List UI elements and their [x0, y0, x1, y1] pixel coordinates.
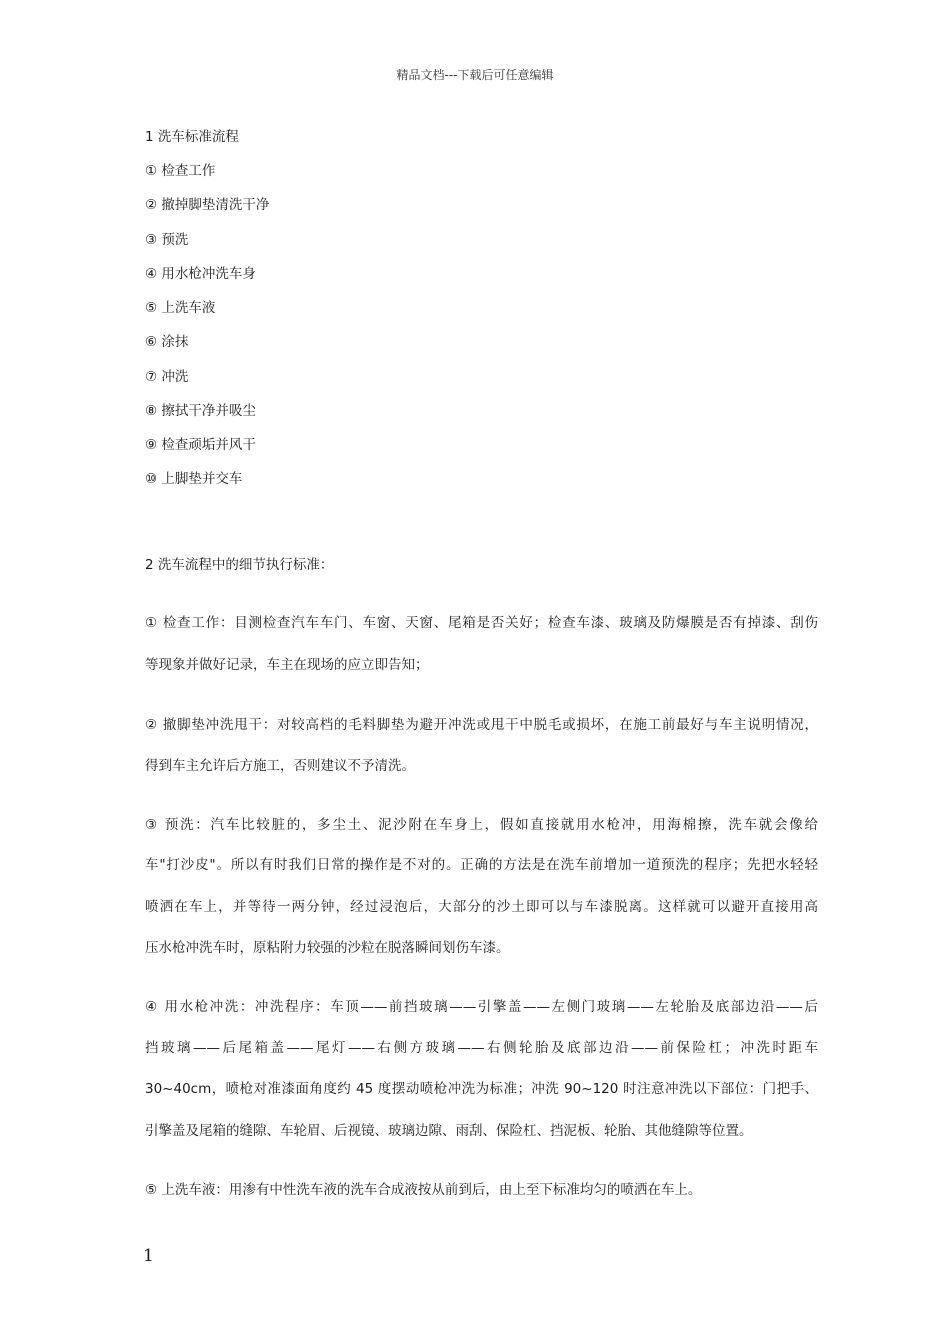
step-item: ⑦ 冲洗 [145, 369, 189, 385]
step-item: ④ 用水枪冲洗车身 [145, 266, 256, 282]
page-header: 精品文档---下载后可任意编辑 [396, 68, 554, 82]
paragraph-line: 得到车主允许后方施工，否则建议不予清洗。 [145, 758, 415, 774]
paragraph-line: 30~40cm，喷枪对准漆面角度约 45 度摆动喷枪冲洗为标准；冲洗 90~120 时注意冲洗以下部位：门把手、 [145, 1081, 818, 1097]
paragraph-line: 等现象并做好记录，车主在现场的应立即告知； [145, 657, 429, 673]
section1-title: 1 洗车标准流程 [145, 129, 239, 145]
step-item: ⑧ 擦拭干净并吸尘 [145, 403, 256, 419]
step-item: ① 检查工作 [145, 163, 216, 179]
paragraph-line: ④ 用水枪冲洗：冲洗程序：车顶——前挡玻璃——引擎盖——左侧门玻璃——左轮胎及底部边沿——后 [145, 999, 818, 1015]
paragraph-line: 挡玻璃——后尾箱盖——尾灯——右侧方玻璃——右侧轮胎及底部边沿——前保险杠；冲洗时距车 [145, 1040, 818, 1056]
section2-title: 2 洗车流程中的细节执行标准： [145, 557, 334, 573]
paragraph-line: 喷洒在车上，并等待一两分钟，经过浸泡后，大部分的沙土即可以与车漆脱离。这样就可以避开直接用高 [145, 899, 818, 915]
page-number: 1 [143, 1246, 154, 1266]
paragraph-line: ⑤ 上洗车液：用渗有中性洗车液的洗车合成液按从前到后，由上至下标准均匀的喷洒在车上。 [145, 1182, 702, 1198]
paragraph-line: 车"打沙皮"。所以有时我们日常的操作是不对的。正确的方法是在洗车前增加一道预洗的程序；先把水轻轻 [145, 857, 818, 873]
paragraph-line: ① 检查工作：目测检查汽车车门、车窗、天窗、尾箱是否关好；检查车漆、玻璃及防爆膜是否有掉漆、刮伤 [145, 615, 818, 631]
paragraph-line: ③ 预洗：汽车比较脏的，多尘土、泥沙附在车身上，假如直接就用水枪冲，用海棉擦，洗车就会像给 [145, 817, 818, 833]
paragraph-line: 引擎盖及尾箱的缝隙、车轮眉、后视镜、玻璃边隙、雨刮、保险杠、挡泥板、轮胎、其他缝隙等位置。 [145, 1123, 753, 1139]
paragraph-line: 压水枪冲洗车时，原粘附力较强的沙粒在脱落瞬间划伤车漆。 [145, 940, 510, 956]
step-item: ③ 预洗 [145, 232, 189, 248]
step-item: ⑩ 上脚垫并交车 [145, 471, 243, 487]
step-item: ⑤ 上洗车液 [145, 300, 216, 316]
step-item: ② 撤掉脚垫清洗干净 [145, 197, 270, 213]
step-item: ⑥ 涂抹 [145, 334, 189, 350]
step-item: ⑨ 检查顽垢并风干 [145, 437, 256, 453]
paragraph-line: ② 撤脚垫冲洗甩干：对较高档的毛料脚垫为避开冲洗或甩干中脱毛或损坏，在施工前最好与车主说明情况， [145, 717, 818, 733]
